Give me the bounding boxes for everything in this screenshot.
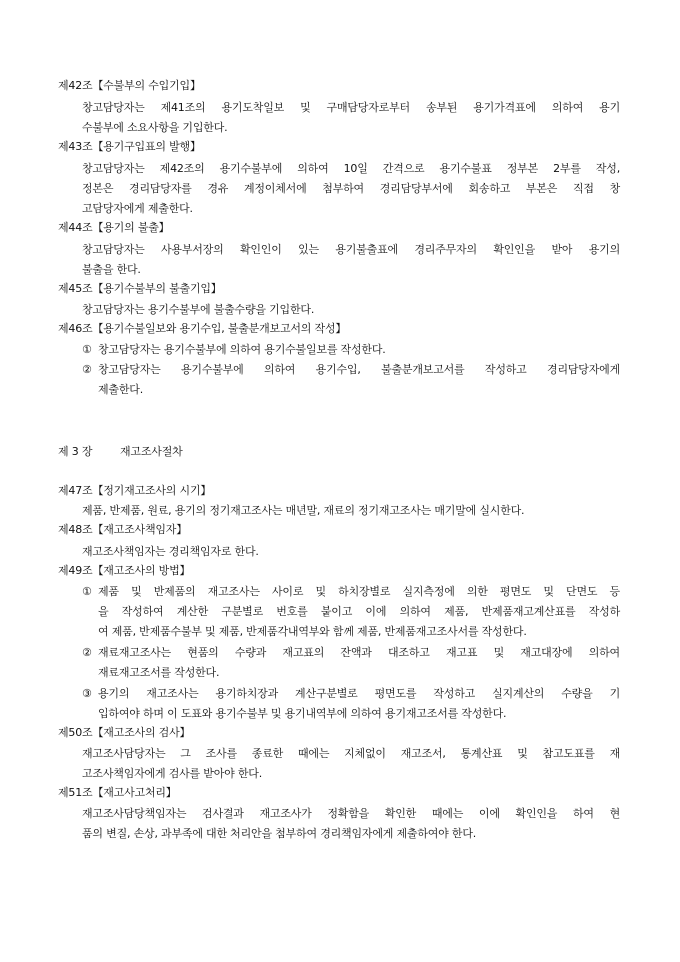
article-body-line: 창고담당자는 사용부서장의 확인인이 있는 용기불출표에 경리주무자의 확인인을 받아 용기의 bbox=[82, 243, 620, 256]
article-body-line: 창고담당자는 제41조의 용기도착일보 및 구매담당자로부터 송부된 용기가격표에 의하여 용기 bbox=[82, 101, 620, 114]
chapter-title: 재고조사절차 bbox=[120, 445, 183, 458]
article-body-line: 불출을 한다. bbox=[82, 263, 141, 276]
item-number: ② bbox=[82, 363, 92, 376]
item-line: 재료재고조사는 현품의 수량과 재고표의 잔액과 대조하고 재고표 및 재고대장에 의하여 bbox=[98, 646, 620, 659]
item-number: ① bbox=[82, 343, 92, 356]
item-line: 제품 및 반제품의 재고조사는 사이로 및 하치장별로 실지측정에 의한 평면도 및 단면도 등 bbox=[98, 585, 620, 598]
article-heading: 제48조【재고조사책임자】 bbox=[58, 523, 188, 536]
article-body-line: 품의 변질, 손상, 과부족에 대한 처리안을 첨부하여 경리책임자에게 제출하여야 한다. bbox=[82, 827, 477, 840]
article-heading: 제43조【용기구입표의 발행】 bbox=[58, 140, 201, 153]
article-heading: 제51조【재고사고처리】 bbox=[58, 786, 177, 799]
item-line: 창고담당자는 용기수불부에 의하여 용기수불일보를 작성한다. bbox=[98, 343, 386, 356]
chapter-number: 제 3 장 bbox=[58, 445, 93, 458]
article-heading: 제45조【용기수불부의 불출기입】 bbox=[58, 282, 222, 295]
item-line: 창고담당자는 용기수불부에 의하여 용기수입, 불출분개보고서를 작성하고 경리담당자에게 bbox=[98, 363, 620, 376]
article-heading: 제49조【재고조사의 방법】 bbox=[58, 564, 191, 577]
item-line: 을 작성하여 계산한 구분별로 번호를 붙이고 이에 의하여 제품, 반제품재고계산표를 작성하 bbox=[98, 605, 620, 618]
article-body-line: 제품, 반제품, 원료, 용기의 정기재고조사는 매년말, 재료의 정기재고조사는 매기말에 실시한다. bbox=[82, 504, 525, 517]
article-body-line: 재고조사담당책임자는 검사결과 재고조사가 정확함을 확인한 때에는 이에 확인인을 하여 현 bbox=[82, 807, 620, 820]
article-heading: 제42조【수불부의 수입기입】 bbox=[58, 79, 201, 92]
item-number: ③ bbox=[82, 687, 92, 700]
item-line: 여 제품, 반제품수불부 및 제품, 반제품각내역부와 함께 제품, 반제품재고조사서를 작성한다. bbox=[98, 625, 527, 638]
article-body-line: 정본은 경리담당자를 경유 계정이체서에 첨부하여 경리담당부서에 회송하고 부본은 직접 창 bbox=[82, 182, 620, 195]
article-body-line: 재고조사책임자는 경리책임자로 한다. bbox=[82, 545, 259, 558]
article-body-line: 수불부에 소요사항을 기입한다. bbox=[82, 121, 228, 134]
article-heading: 제47조【정기재고조사의 시기】 bbox=[58, 484, 212, 497]
item-line: 제출한다. bbox=[98, 383, 144, 396]
article-heading: 제46조【용기수불일보와 용기수입, 불출분개보고서의 작성】 bbox=[58, 322, 347, 335]
item-line: 입하여야 하며 이 도표와 용기수불부 및 용기내역부에 의하여 용기재고조서를 작성한다. bbox=[98, 707, 507, 720]
article-body-line: 창고담당자는 제42조의 용기수불부에 의하여 10일 간격으로 용기수불표 정부본 2부를 작성, bbox=[82, 162, 620, 175]
article-body-line: 창고담당자는 용기수불부에 불출수량을 기입한다. bbox=[82, 303, 315, 316]
article-heading: 제44조【용기의 불출】 bbox=[58, 221, 170, 234]
article-body-line: 재고조사담당자는 그 조사를 종료한 때에는 지체없이 재고조서, 통계산표 및 참고도표를 재 bbox=[82, 747, 620, 760]
item-line: 재료재고조서를 작성한다. bbox=[98, 666, 220, 679]
item-number: ② bbox=[82, 646, 92, 659]
item-line: 용기의 재고조사는 용기하치장과 계산구분별로 평면도를 작성하고 실지계산의 수량을 기 bbox=[98, 687, 620, 700]
article-body-line: 고담당자에게 제출한다. bbox=[82, 202, 193, 215]
item-number: ① bbox=[82, 585, 92, 598]
article-heading: 제50조【재고조사의 검사】 bbox=[58, 726, 191, 739]
article-body-line: 고조사책임자에게 검사를 받아야 한다. bbox=[82, 767, 263, 780]
